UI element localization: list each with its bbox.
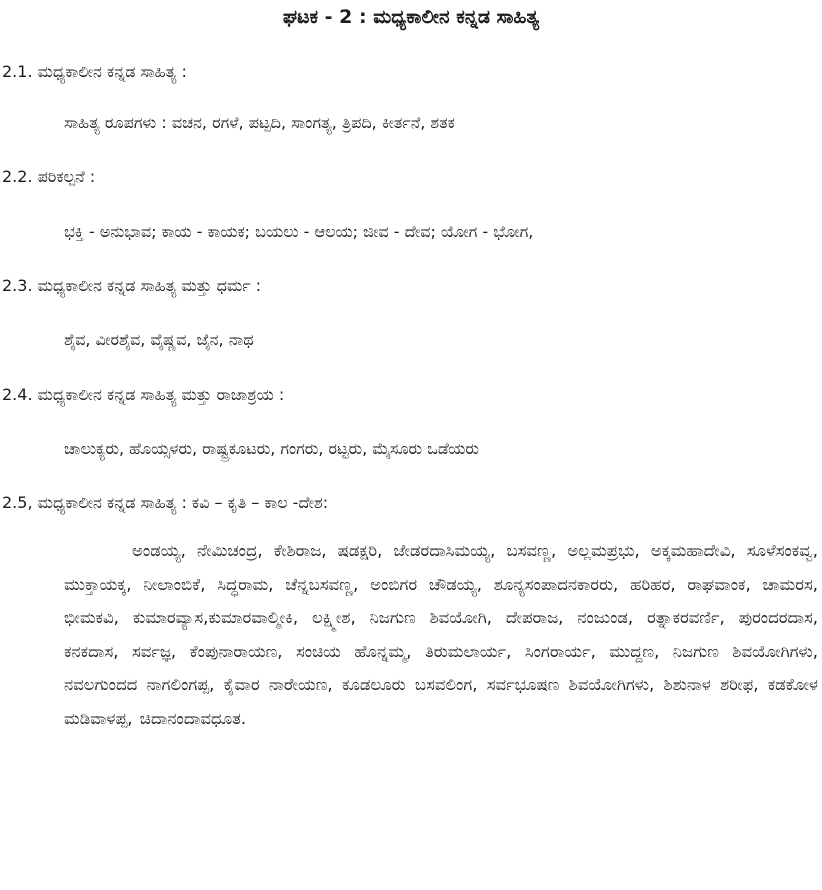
section-heading-2-3: 2.3. ಮಧ್ಯಕಾಲೀನ ಕನ್ನಡ ಸಾಹಿತ್ಯ ಮತ್ತು ಧರ್ಮ : (2, 276, 261, 295)
poets-list-paragraph: ಅಂಡಯ್ಯ, ನೇಮಿಚಂದ್ರ, ಕೇಶಿರಾಜ, ಷಡಕ್ಷರಿ, ಜೇಡರದಾಸಿಮಯ್ಯ, ಬಸವಣ್ಣ, ಅಲ್ಲಮಪ್ರಭು, ಅಕ್ಕಮಹಾದೇವಿ, ಸೂಳೆಸಂಕವ್ವ, ಮುಕ್ತಾಯಕ್ಕ, ನೀಲಾಂಬಿಕೆ, ಸಿದ್ಧರಾಮ, ಚೆನ್ನಬಸವಣ್ಣ, ಅಂಬಿಗರ ಚೌಡಯ್ಯ, ಶೂನ್ಯಸಂಪಾದನಕಾರರು, ಹರಿಹರ, ರಾಘವಾಂಕ, ಚಾಮರಸ, ಭೀಮಕವಿ, ಕುಮಾರವ್ಯಾಸ,ಕುಮಾರವಾಲ್ಮೀಕಿ, ಲಕ್ಷ್ಮೀಶ, ನಿಜಗುಣ ಶಿವಯೋಗಿ, ದೇಪರಾಜ, ನಂಜುಂಡ, ರತ್ನಾಕರವರ್ಣಿ, ಪುರಂದರದಾಸ, ಕನಕದಾಸ, ಸರ್ವಜ್ಞ, ಕೆಂಪುನಾರಾಯಣ, ಸಂಚಿಯ ಹೊನ್ನಮ್ಮ, ತಿರುಮಲಾರ್ಯ, ಸಿಂಗರಾರ್ಯ, ಮುದ್ದಣ, ನಿಜಗುಣ ಶಿವಯೋಗಿಗಳು, ನವಲಗುಂದದ ನಾಗಲಿಂಗಪ್ಪ, ಕೈವಾರ ನಾರೇಯಣ, ಕೂಡಲೂರು ಬಸವಲಿಂಗ, ಸರ್ವಭೂಷಣ ಶಿವಯೋಗಿಗಳು, ಶಿಶುನಾಳ ಶರೀಫ, ಕಡಕೋಳ ಮಡಿವಾಳಪ್ಪ, ಚಿದಾನಂದಾವಧೂತ. (64, 541, 818, 728)
section-heading-2-4: 2.4. ಮಧ್ಯಕಾಲೀನ ಕನ್ನಡ ಸಾಹಿತ್ಯ ಮತ್ತು ರಾಜಾಶ್ರಯ : (2, 385, 285, 404)
section-body-2-4: ಚಾಲುಕ್ಯರು, ಹೊಯ್ಸಳರು, ರಾಷ್ಟ್ರಕೂಟರು, ಗಂಗರು, ರಟ್ಟರು, ಮೈಸೂರು ಒಡೆಯರು (64, 439, 479, 458)
section-body-2-1: ಸಾಹಿತ್ಯ ರೂಪಗಳು : ವಚನ, ರಗಳೆ, ಪಟ್ಪದಿ, ಸಾಂಗತ್ಯ, ತ್ರಿಪದಿ, ಕೀರ್ತನೆ, ಶತಕ (64, 113, 455, 132)
section-body-2-3: ಶೈವ, ವೀರಶೈವ, ವೈಷ್ಣವ, ಜೈನ, ನಾಥ (64, 330, 254, 349)
section-body-2-2: ಭಕ್ತಿ - ಅನುಭಾವ; ಕಾಯ - ಕಾಯಕ; ಬಯಲು - ಆಲಯ; ಜೀವ - ದೇವ; ಯೋಗ - ಭೋಗ, (64, 222, 534, 241)
section-heading-2-2: 2.2. ಪರಿಕಲ್ಪನೆ : (2, 167, 96, 186)
section-heading-2-1: 2.1. ಮಧ್ಯಕಾಲೀನ ಕನ್ನಡ ಸಾಹಿತ್ಯ : (2, 62, 187, 81)
section-heading-2-5: 2.5, ಮಧ್ಯಕಾಲೀನ ಕನ್ನಡ ಸಾಹಿತ್ಯ : ಕವಿ – ಕೃತಿ – ಕಾಲ -ದೇಶ: (2, 493, 329, 512)
unit-title: ಘಟಕ - 2 : ಮಧ್ಯಕಾಲೀನ ಕನ್ನಡ ಸಾಹಿತ್ಯ (282, 6, 540, 28)
